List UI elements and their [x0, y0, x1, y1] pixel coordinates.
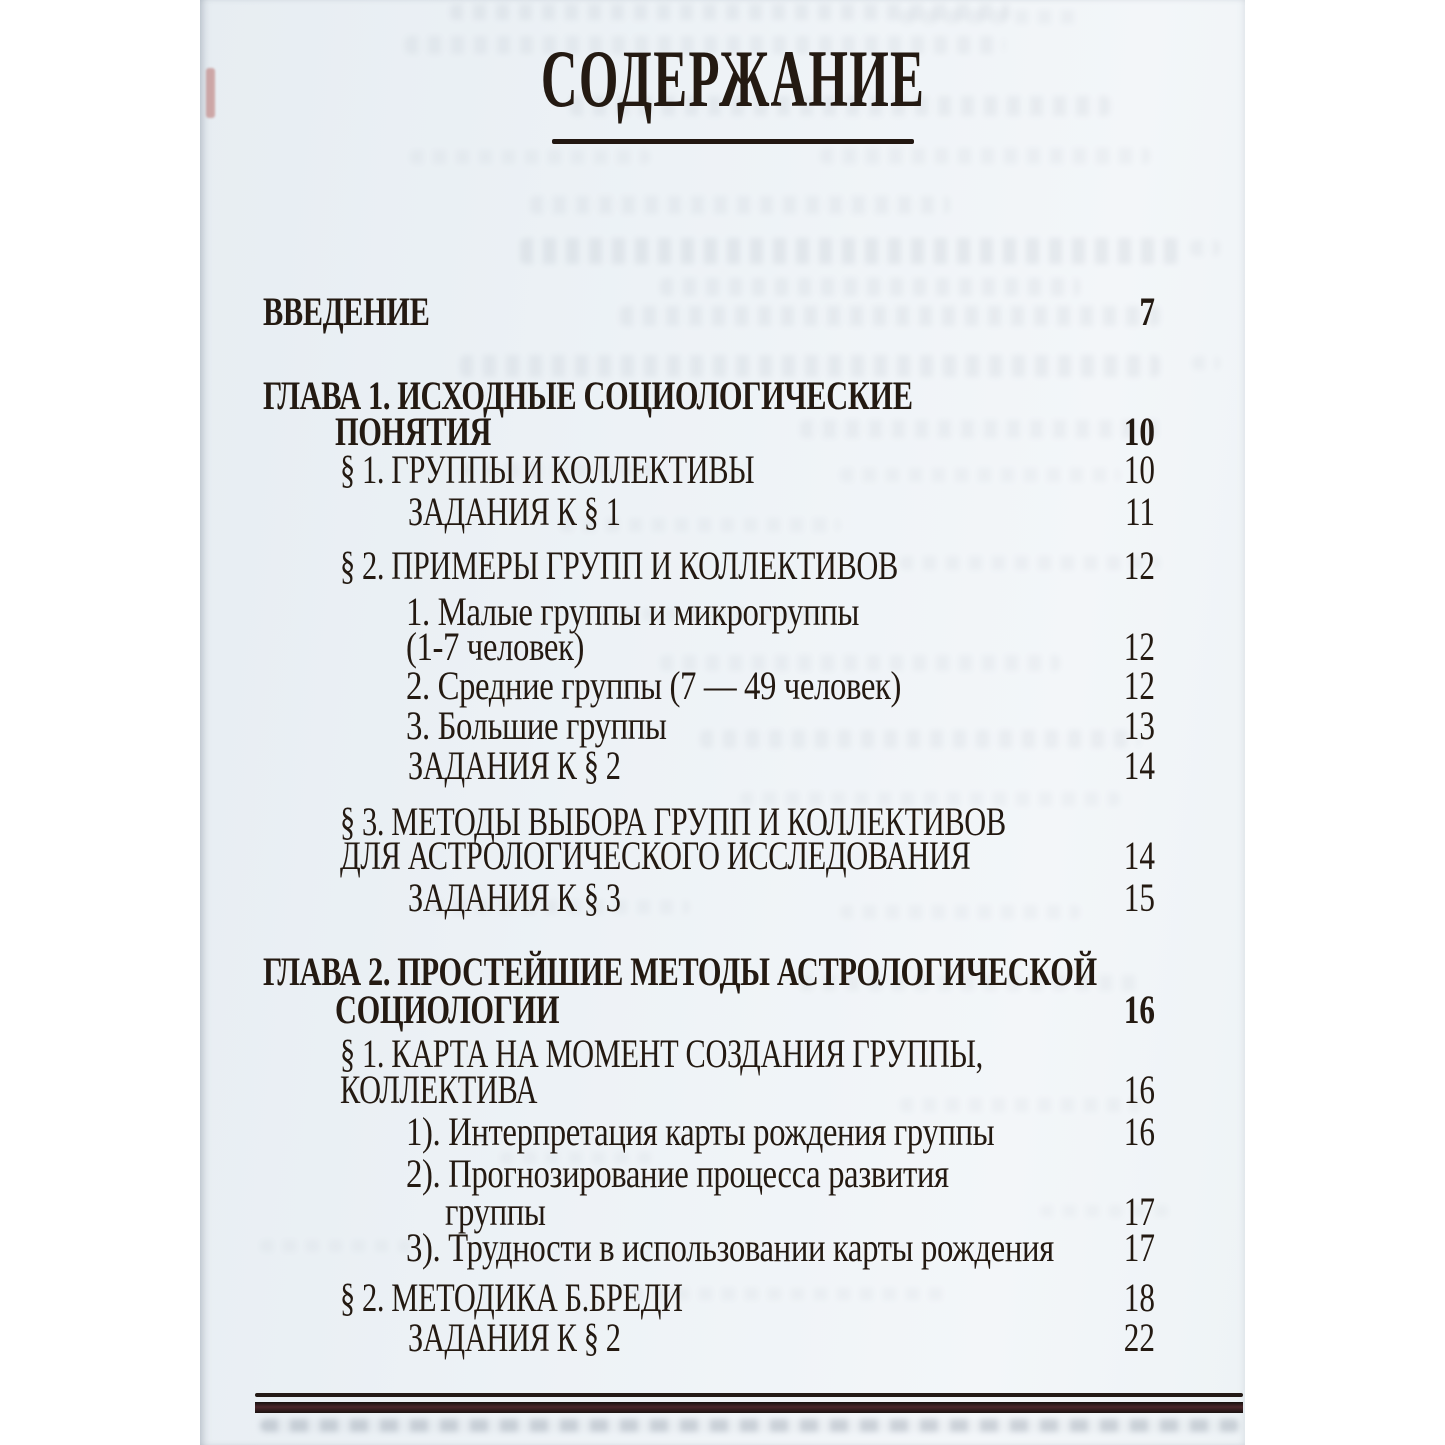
page-edge-mark [206, 68, 215, 118]
toc-entry-label: ЗАДАНИЯ К § 2 [408, 1315, 621, 1360]
toc-entry [200, 1225, 1245, 1270]
footer-rule-thick [255, 1402, 1243, 1413]
toc-entry [200, 987, 1245, 1032]
toc-entry-label: § 1. ГРУППЫ И КОЛЛЕКТИВЫ [340, 447, 755, 492]
toc-entry-label: 3. Большие группы [406, 703, 667, 748]
toc-entry-label: ЗАДАНИЯ К § 3 [408, 875, 621, 920]
toc-entry-page-number: 14 [1123, 833, 1155, 878]
bleedthrough-smudge [1190, 240, 1220, 256]
toc-entry-page-number: 17 [1123, 1225, 1155, 1270]
bleedthrough-smudge [820, 148, 1150, 164]
toc-entry-label: ВВЕДЕНИЕ [263, 289, 430, 334]
toc-entry-page-number: 14 [1123, 743, 1155, 788]
toc-entry [200, 1275, 1245, 1320]
toc-entry-page-number: 12 [1123, 543, 1155, 588]
footer-bleedthrough-smudge [260, 1419, 1240, 1432]
toc-entry-label: ЗАДАНИЯ К § 2 [408, 743, 621, 788]
toc-entry [200, 589, 1245, 634]
toc-entry-label: ГЛАВА 2. ПРОСТЕЙШИЕ МЕТОДЫ АСТРОЛОГИЧЕСКОЙ [263, 949, 1097, 994]
toc-entry [200, 1151, 1245, 1196]
toc-entry-page-number: 12 [1123, 663, 1155, 708]
bleedthrough-smudge [520, 238, 1180, 264]
toc-entry-label: СОЦИОЛОГИИ [335, 987, 560, 1032]
toc-entry-label: 2. Средние группы (7 — 49 человек) [406, 663, 902, 708]
toc-entry-label: 3). Трудности в использовании карты рождения [406, 1225, 1054, 1270]
toc-entry-page-number: 10 [1123, 409, 1155, 454]
toc-entry-label: § 3. МЕТОДЫ ВЫБОРА ГРУПП И КОЛЛЕКТИВОВ [340, 799, 1006, 844]
toc-entry-label: § 2. ПРИМЕРЫ ГРУПП И КОЛЛЕКТИВОВ [340, 543, 898, 588]
toc-entry-page-number: 7 [1139, 289, 1155, 334]
toc-entry-page-number: 16 [1123, 1067, 1155, 1112]
toc-entry-page-number: 16 [1123, 1109, 1155, 1154]
toc-entry-page-number: 16 [1123, 987, 1155, 1032]
toc-entry-page-number: 22 [1123, 1315, 1155, 1360]
toc-entry-label: ДЛЯ АСТРОЛОГИЧЕСКОГО ИССЛЕДОВАНИЯ [340, 833, 971, 878]
footer-rule-thin [255, 1393, 1243, 1397]
toc-entry-label: § 1. КАРТА НА МОМЕНТ СОЗДАНИЯ ГРУППЫ, [340, 1031, 983, 1076]
toc-entry [200, 409, 1245, 454]
toc-entry-page-number: 10 [1123, 447, 1155, 492]
toc-entry-page-number: 11 [1124, 489, 1155, 534]
toc-entry-label: группы [445, 1189, 546, 1234]
toc-entry-label: 1). Интерпретация карты рождения группы [406, 1109, 995, 1154]
toc-entry-label: ПОНЯТИЯ [335, 409, 492, 454]
toc-entry-page-number: 18 [1123, 1275, 1155, 1320]
toc-entry [200, 1109, 1245, 1154]
toc-entry-label: КОЛЛЕКТИВА [340, 1067, 538, 1112]
toc-entry [200, 1315, 1245, 1360]
toc-entry [200, 663, 1245, 708]
toc-entry-label: ГЛАВА 1. ИСХОДНЫЕ СОЦИОЛОГИЧЕСКИЕ [263, 373, 913, 418]
toc-entry-label: (1-7 человек) [406, 624, 585, 669]
toc-entry-label: § 2. МЕТОДИКА Б.БРЕДИ [340, 1275, 683, 1320]
toc-entry-page-number: 15 [1123, 875, 1155, 920]
toc-entry [200, 489, 1245, 534]
toc-entry [200, 447, 1245, 492]
toc-entry-page-number: 13 [1123, 703, 1155, 748]
bleedthrough-smudge [900, 10, 1080, 24]
bleedthrough-smudge [1192, 356, 1220, 370]
toc-entry [200, 949, 1245, 994]
toc-entry [200, 875, 1245, 920]
toc-entry [200, 543, 1245, 588]
toc-entry-label: 1. Малые группы и микрогруппы [406, 589, 860, 634]
toc-entry [200, 289, 1245, 334]
toc-entry-label: 2). Прогнозирование процесса развития [406, 1151, 949, 1196]
bleedthrough-smudge [410, 150, 650, 164]
toc-entry-page-number: 17 [1123, 1189, 1155, 1234]
toc-page [200, 0, 1245, 1445]
toc-entry-label: ЗАДАНИЯ К § 1 [408, 489, 621, 534]
title-divider [552, 139, 914, 144]
page-title: СОДЕРЖАНИЕ [540, 33, 926, 124]
toc-entry [200, 624, 1245, 669]
toc-entry [200, 833, 1245, 878]
toc-entry [200, 1067, 1245, 1112]
toc-entry-page-number: 12 [1123, 624, 1155, 669]
bleedthrough-smudge [530, 196, 950, 214]
toc-entry [200, 703, 1245, 748]
toc-entry [200, 743, 1245, 788]
